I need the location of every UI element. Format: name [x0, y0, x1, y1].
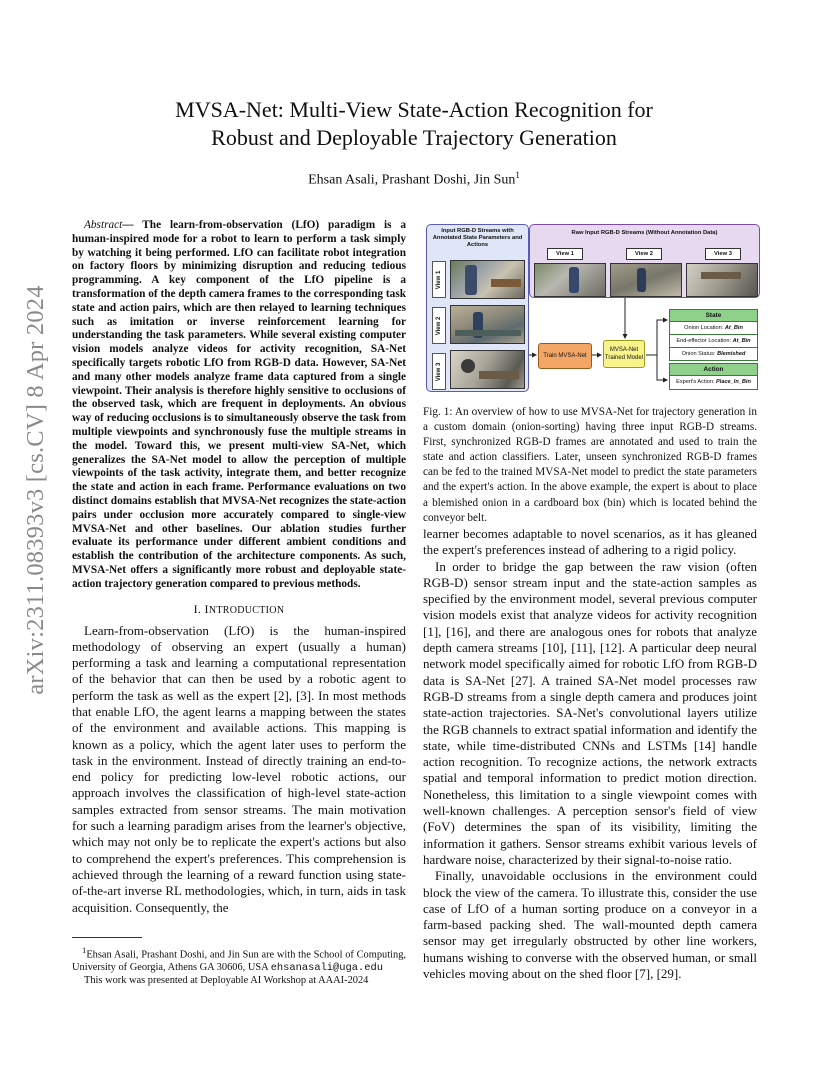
- action-heading: Action: [670, 364, 757, 376]
- authors-text: Ehsan Asali, Prashant Doshi, Jin Sun: [308, 172, 516, 188]
- raw-view-2-image: [610, 263, 682, 297]
- footnote-email[interactable]: ehsanasali@uga.edu: [270, 961, 383, 974]
- raw-view-3-image: [686, 263, 758, 297]
- raw-view-3-label: View 3: [705, 248, 741, 260]
- footnote-workshop-note: This work was presented at Deployable AI Workshop at AAAI-2024: [84, 975, 369, 987]
- view-3-image: [450, 350, 525, 389]
- expert-action: Expert's Action: Place_In_Bin: [676, 379, 751, 385]
- figure-1: [425, 222, 758, 394]
- section-rest: NTRODUCTION: [208, 604, 285, 616]
- view-2-label: View 2: [432, 307, 446, 344]
- state-onion-location: Onion Location: At_Bin: [670, 322, 757, 335]
- intro-paragraph-1: Learn-from-observation (LfO) is the human-inspired methodology of observing an expert (usually a human) performing a task and learning a computational representation of the behavior that can then be used by a robotic agent to perform the task as well as the expert [2], [3]. In most methods that enable LfO, the agent learns a mapping between the states of the environment and available actions. This mapping is known as a policy, which the agent later uses to perform the task in the environment. Instead of directly training an end-to-end policy for predicting low-level robotic actions, our approach involves the classification of high-level state-action samples extracted from sensor streams. The main motivation for such a learning paradigm arises from the learner's objective, which may not only be to replicate the expert's actions but also to comprehend the expert's preferences. This comprehension is achieved through the learning of a reward function using state-of-the-art inverse RL methodologies, which, in turn, aids in task acquisition. Consequently, the: [72, 622, 406, 915]
- trained-model-box: [603, 340, 645, 368]
- state-output-box: [669, 309, 758, 361]
- arrow-model-to-state: [646, 320, 667, 355]
- section-heading-introduction: [72, 602, 406, 617]
- arxiv-stamp-text: arXiv:2311.08393v3 [cs.CV] 8 Apr 2024: [22, 285, 49, 695]
- right-paragraph-1: learner becomes adaptable to novel scenarios, as it has gleaned the expert's preferences instead of adhering to a rigid policy.: [423, 526, 757, 558]
- section-first-letter: I: [204, 601, 209, 616]
- annotated-streams-title: Input RGB-D Streams with Annotated State Parameters and Actions: [432, 228, 523, 248]
- action-output-box: [669, 363, 758, 390]
- view-3-label: View 3: [432, 353, 446, 390]
- figure-1-caption: Fig. 1: An overview of how to use MVSA-Net for trajectory generation in a custom domain (onion-sorting) having three input RGB-D streams. First, synchronized RGB-D frames are annotated and used to train the state and action classifiers. Later, unseen synchronized RGB-D frames can be fed to the trained MVSA-Net model to predict the state parameters and the expert's action. In the above example, the expert is about to place a blemished onion in a cardboard box (bin) which is located behind the conveyor belt.: [423, 406, 757, 524]
- right-paragraph-2: In order to bridge the gap between the raw vision (often RGB-D) sensor stream input and the state-action samples as specified by the environment model, several previous computer vision models exist that analyze videos for activity recognition [1], [16], and there are analogous ones for robots that analyze depth camera streams [10], [11], [12]. A particular deep neural network model specifically aimed for robotic LfO from RGB-D data is SA-Net [27]. A trained SA-Net model processes raw RGB-D streams from a single depth camera and produces joint state-action trajectories. SA-Net's convolutional layers utilize the RGB channels to extract spatial information and identify the state, while time-distributed CNNs and LSTMs [14] handle action recognition. To recognize actions, the network extracts spatial and temporal information to predict motion direction. Nonetheless, this limitation to a single viewpoint comes with well-known challenges. A perception sensor's field of view (FoV) determines the span of its visibility, limiting the information it gathers. Sensor streams exhibit various levels of hardware noise, characterized by their signal-to-noise ratio.: [423, 558, 757, 867]
- footnote-mark: 1: [82, 945, 87, 955]
- view-2-image: [450, 305, 525, 344]
- right-column-body: [423, 526, 757, 982]
- abstract-label: Abstract: [84, 219, 123, 231]
- raw-streams-title: Raw Input RGB-D Streams (Without Annotation Data): [571, 230, 718, 236]
- abstract-dash: —: [122, 219, 143, 231]
- footnote-affiliation: [72, 944, 406, 974]
- trained-model-line-2: Trained Model: [604, 355, 644, 361]
- abstract: [72, 219, 406, 592]
- footnote-affiliation-text: Ehsan Asali, Prashant Doshi, and Jin Sun are with the School of Computing, University of Georgia, Athens GA 30606, USA: [72, 949, 406, 973]
- section-numeral: I.: [193, 601, 205, 616]
- trained-model-line-1: MVSA-Net: [609, 347, 639, 353]
- raw-view-1-label: View 1: [547, 248, 583, 260]
- left-column: [72, 219, 406, 916]
- raw-view-2-label: View 2: [626, 248, 662, 260]
- footnote-rule: [72, 937, 142, 938]
- paper-title: [100, 96, 728, 152]
- title-line-2: Robust and Deployable Trajectory Generation: [211, 125, 617, 150]
- raw-streams-panel: [529, 224, 760, 298]
- arxiv-identifier-stamp: [16, 285, 56, 695]
- train-mvsa-net-box: Train MVSA-Net: [538, 343, 592, 369]
- arrow-model-to-action: [657, 355, 667, 380]
- state-heading: State: [670, 310, 757, 322]
- state-end-effector-location: End-effector Location: At_Bin: [670, 335, 757, 348]
- title-line-1: MVSA-Net: Multi-View State-Action Recognition for: [175, 97, 653, 122]
- state-onion-status: Onion Status: Blemished: [681, 351, 746, 357]
- author-list: [100, 170, 728, 189]
- abstract-text: The learn-from-observation (LfO) paradigm is a human-inspired mode for a robot to learn to perform a task simply by watching it being performed. LfO can facilitate robot integration on factory floors by minimizing disruption and reducing tedious programming. A key component of the LfO pipeline is a transformation of the depth camera frames to the corresponding task state and action pairs, which are then relayed to learning techniques such as imitation or inverse reinforcement learning for understanding the task parameters. While several existing computer vision models analyze videos for activity recognition, SA-Net specifically targets robotic LfO from RGB-D data. However, SA-Net and many other models analyze frame data captured from a single viewpoint. Their analysis is therefore highly sensitive to occlusions of the observed task, which are frequent in deployments. An obvious way of reducing occlusions is to simultaneously observe the task from multiple viewpoints and synchronously fuse the multiple streams in the model. Toward this, we present multi-view SA-Net, which generalizes the SA-Net model to allow the perception of multiple viewpoints of the task activity, integrate them, and better recognize the state and action in each frame. Performance evaluations on two distinct domains establish that MVSA-Net recognizes the state-action pairs under occlusion more accurately compared to single-view MVSA-Net and other baselines. Our ablation studies further evaluate its performance under different ambient conditions and establish the contribution of the architecture components. As such, MVSA-Net offers a significantly more robust and deployable state-action trajectory generation compared to previous methods.: [72, 219, 407, 590]
- footnote: [72, 944, 406, 988]
- view-1-image: [450, 260, 525, 299]
- annotated-streams-panel: [426, 224, 529, 392]
- author-footnote-mark: 1: [515, 170, 520, 180]
- raw-view-1-image: [534, 263, 606, 297]
- right-paragraph-3: Finally, unavoidable occlusions in the environment could block the view of the camera. To illustrate this, consider the use case of LfO of a human sorting produce on a conveyor in a farm-based packing shed. The wall-mounted depth camera sensor may get irregularly obstructed by other line workers, humans wishing to converse with the observed human, or small vehicles moving about on the shed floor [7], [29].: [423, 868, 757, 982]
- view-1-label: View 1: [432, 261, 446, 298]
